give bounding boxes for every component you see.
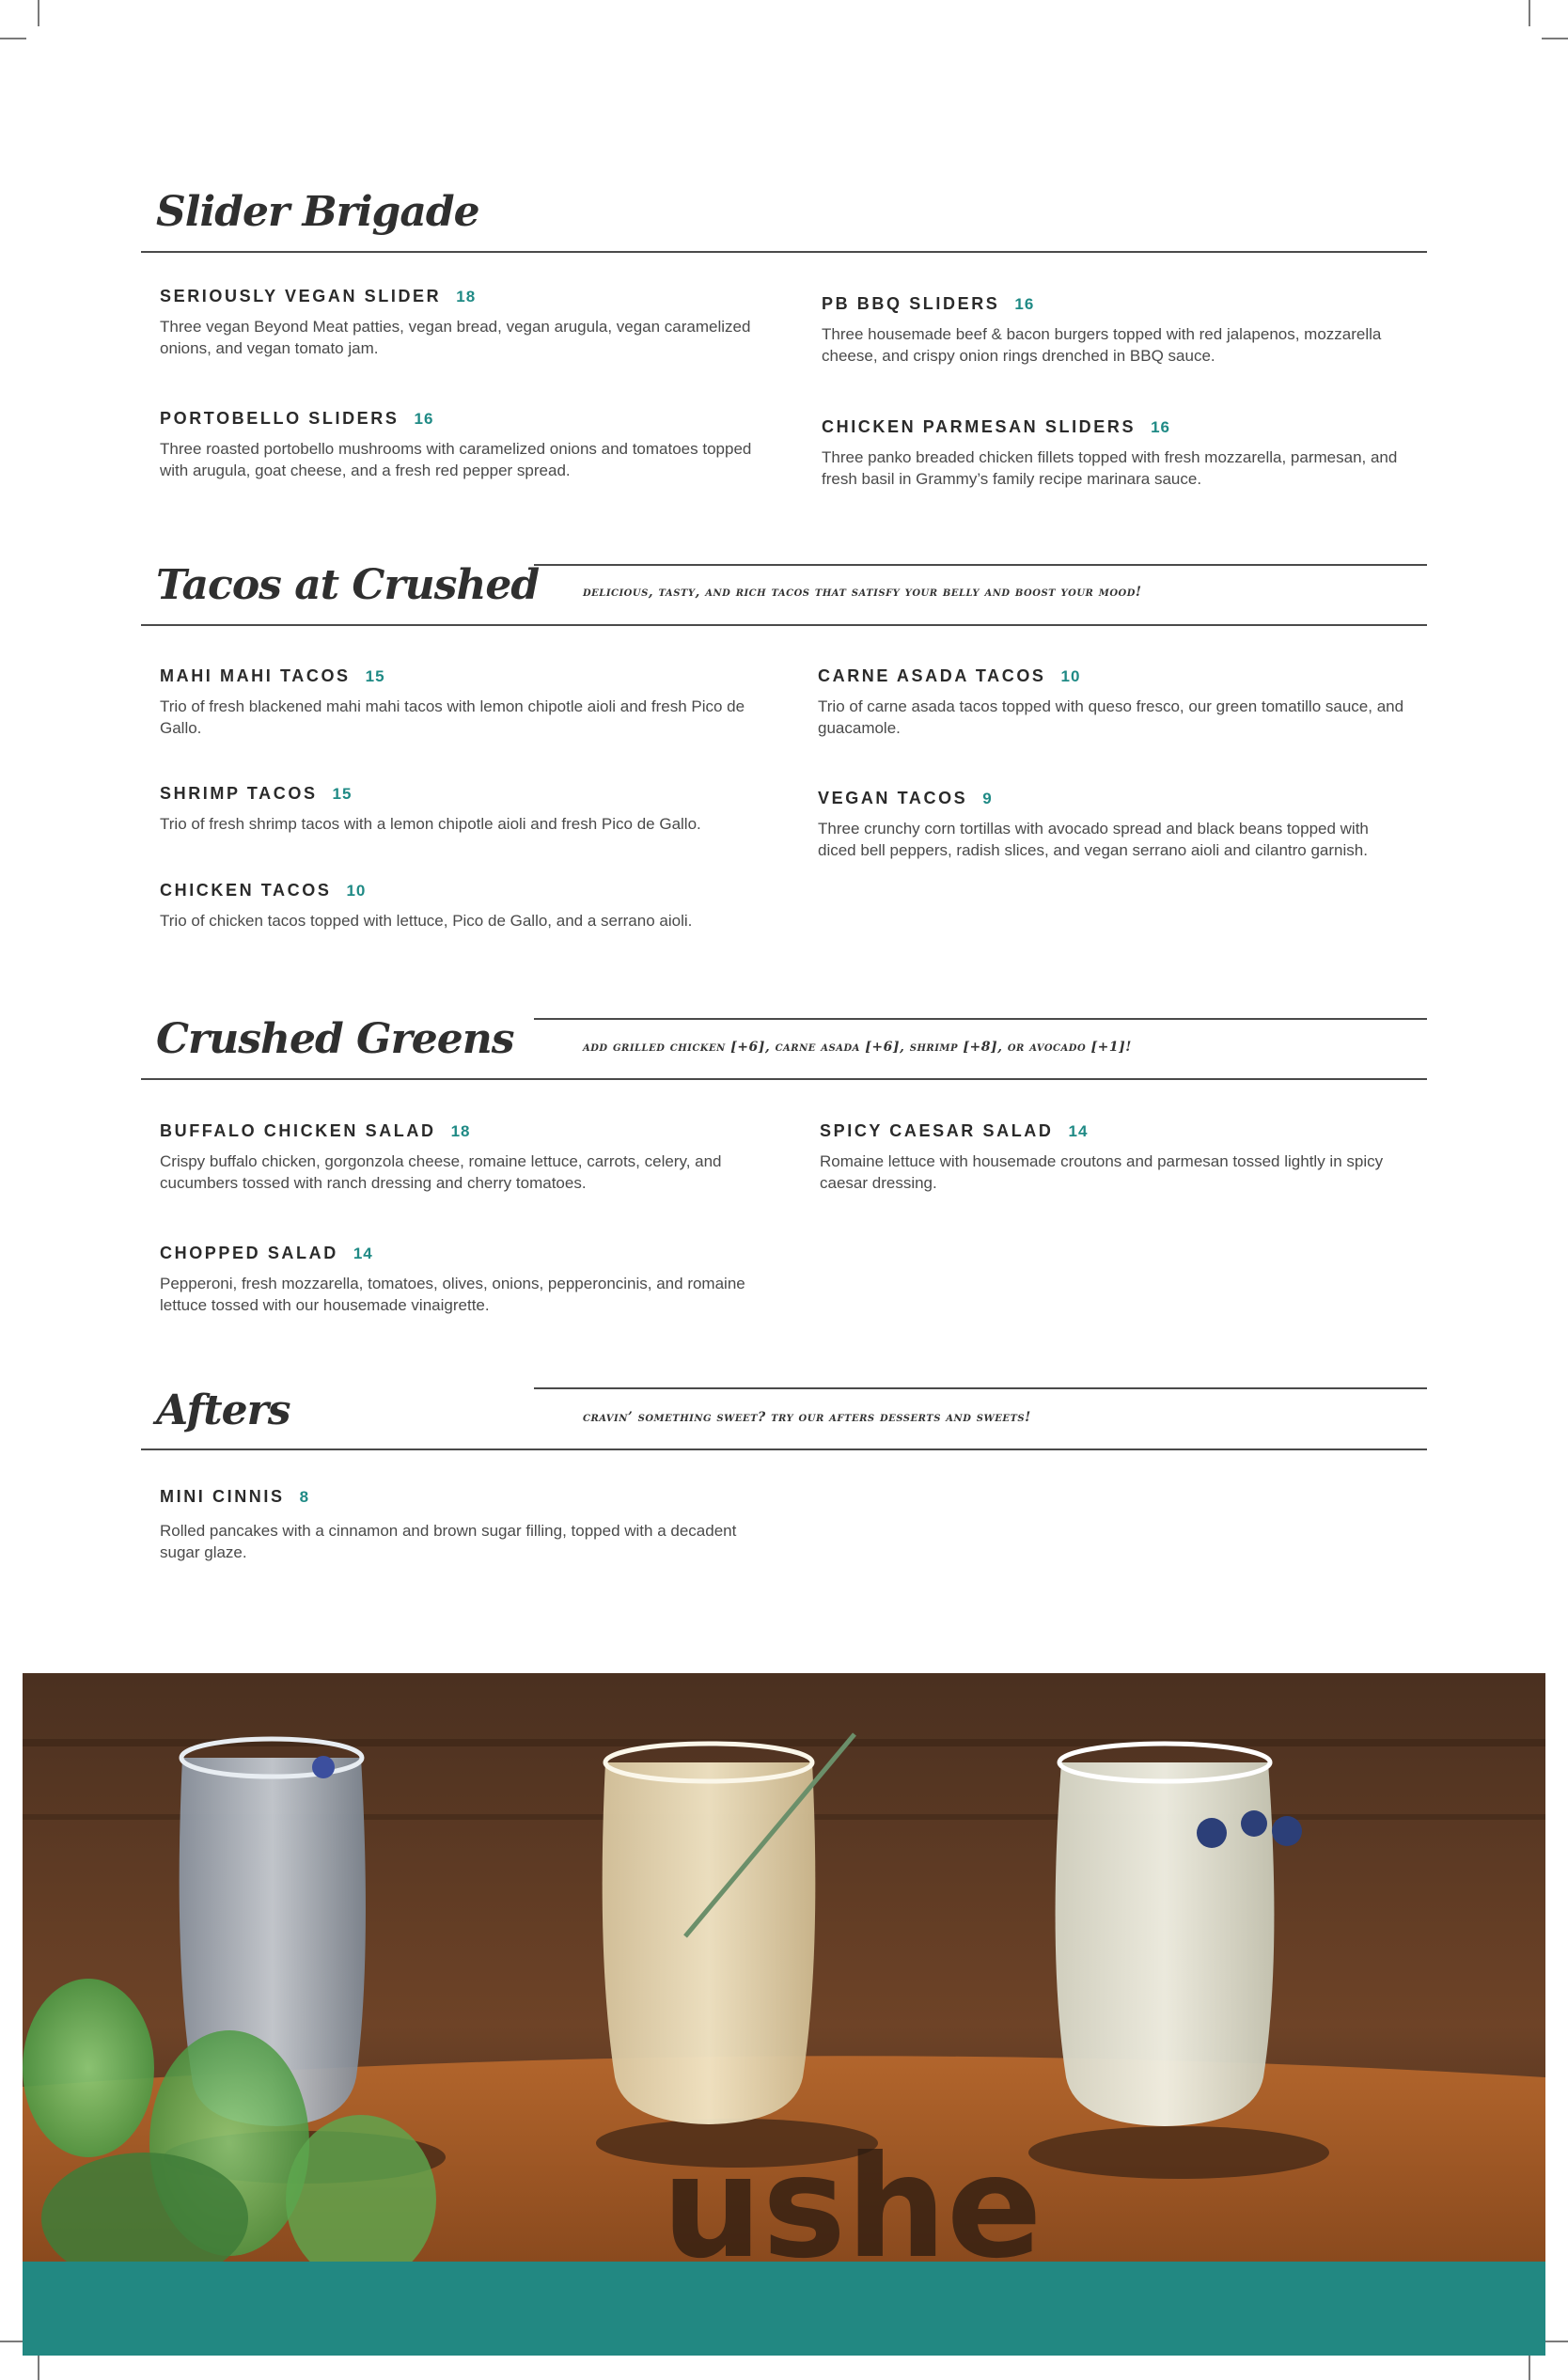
item-name: SERIOUSLY VEGAN SLIDER bbox=[160, 287, 442, 305]
crop-mark-top-right-h bbox=[1542, 38, 1568, 39]
crop-mark-bottom-right-v bbox=[1529, 2354, 1530, 2380]
item-price: 18 bbox=[450, 1122, 471, 1140]
item-price: 10 bbox=[346, 882, 367, 900]
section-tagline: delicious, tasty, and rich tacos that satisfy your belly and boost your mood! bbox=[583, 585, 1142, 600]
crop-mark-bottom-right-h bbox=[1542, 2341, 1568, 2342]
item-name: BUFFALO CHICKEN SALAD bbox=[160, 1121, 436, 1140]
item-description: Three panko breaded chicken fillets topped with fresh mozzarella, parmesan, and fresh basil in Grammy’s family recipe marinara sauce. bbox=[822, 448, 1398, 488]
section-title-tacos: Tacos at Crushed bbox=[156, 561, 540, 609]
item-description: Trio of chicken tacos topped with lettuce, Pico de Gallo, and a serrano aioli. bbox=[160, 912, 693, 930]
section-rule bbox=[141, 1448, 1427, 1450]
menu-item bbox=[160, 287, 752, 359]
item-description: Pepperoni, fresh mozzarella, tomatoes, olives, onions, pepperoncinis, and romaine lettuce tossed with our housemade vinaigrette. bbox=[160, 1275, 745, 1314]
item-price: 14 bbox=[353, 1245, 373, 1262]
item-price: 10 bbox=[1060, 667, 1081, 685]
section-title-sliders: Slider Brigade bbox=[156, 188, 479, 236]
menu-item bbox=[160, 666, 752, 739]
item-description: Trio of fresh shrimp tacos with a lemon chipotle aioli and fresh Pico de Gallo. bbox=[160, 815, 701, 833]
crop-mark-top-left-v bbox=[38, 0, 39, 26]
item-description: Crispy buffalo chicken, gorgonzola cheese, romaine lettuce, carrots, celery, and cucumbers tossed with ranch dressing and cherry tomatoes. bbox=[160, 1152, 722, 1192]
item-price: 14 bbox=[1068, 1122, 1089, 1140]
item-name: PORTOBELLO SLIDERS bbox=[160, 409, 400, 428]
drinks-photo-illustration bbox=[23, 1673, 1545, 2262]
menu-item bbox=[822, 417, 1414, 490]
item-price: 16 bbox=[1151, 418, 1171, 436]
section-rule bbox=[141, 1078, 1427, 1080]
menu-item bbox=[818, 789, 1410, 861]
item-name: CHICKEN PARMESAN SLIDERS bbox=[822, 417, 1137, 436]
section-tagline: cravin’ something sweet? try our afters desserts and sweets! bbox=[583, 1410, 1031, 1425]
item-description: Rolled pancakes with a cinnamon and brown sugar filling, topped with a decadent sugar glaze. bbox=[160, 1522, 737, 1561]
item-description: Three vegan Beyond Meat patties, vegan bread, vegan arugula, vegan caramelized onions, and vegan tomato jam. bbox=[160, 318, 751, 357]
item-price: 18 bbox=[456, 288, 477, 305]
menu-item bbox=[820, 1121, 1412, 1194]
menu-item bbox=[818, 666, 1410, 739]
tagline-rule-top bbox=[534, 564, 1427, 566]
item-name: CARNE ASADA TACOS bbox=[818, 666, 1046, 685]
item-name: SHRIMP TACOS bbox=[160, 784, 318, 803]
menu-item bbox=[160, 784, 752, 835]
crop-mark-top-left-h bbox=[0, 38, 26, 39]
menu-item bbox=[160, 1244, 752, 1316]
drinks-photo bbox=[23, 1673, 1545, 2262]
item-description: Romaine lettuce with housemade croutons and parmesan tossed lightly in spicy caesar dressing. bbox=[820, 1152, 1384, 1192]
item-description: Three crunchy corn tortillas with avocado spread and black beans topped with diced bell peppers, radish slices, and vegan serrano aioli and cilantro garnish. bbox=[818, 820, 1369, 859]
footer-band bbox=[23, 2262, 1545, 2356]
menu-item bbox=[160, 881, 752, 932]
item-price: 9 bbox=[982, 790, 993, 807]
item-name: MINI CINNIS bbox=[160, 1487, 285, 1506]
board-logo-text: ushe bbox=[662, 2126, 1043, 2262]
item-description: Trio of carne asada tacos topped with queso fresco, our green tomatillo sauce, and guacamole. bbox=[818, 697, 1404, 737]
section-title-greens: Crushed Greens bbox=[156, 1015, 514, 1063]
item-price: 8 bbox=[299, 1488, 310, 1506]
item-description: Three roasted portobello mushrooms with caramelized onions and tomatoes topped with arugula, goat cheese, and a fresh red pepper spread. bbox=[160, 440, 752, 479]
tagline-rule-top bbox=[534, 1387, 1427, 1389]
section-tagline: add grilled chicken [+6], carne asada [+6], shrimp [+8], or avocado [+1]! bbox=[583, 1040, 1132, 1055]
item-description: Trio of fresh blackened mahi mahi tacos with lemon chipotle aioli and fresh Pico de Gallo. bbox=[160, 697, 745, 737]
menu-item bbox=[160, 1121, 752, 1194]
section-rule bbox=[141, 624, 1427, 626]
menu-item bbox=[822, 294, 1414, 367]
menu-item bbox=[160, 1487, 752, 1563]
crop-mark-top-right-v bbox=[1529, 0, 1530, 26]
item-price: 15 bbox=[365, 667, 385, 685]
item-name: CHOPPED SALAD bbox=[160, 1244, 338, 1262]
item-price: 16 bbox=[414, 410, 434, 428]
item-name: SPICY CAESAR SALAD bbox=[820, 1121, 1054, 1140]
item-name: CHICKEN TACOS bbox=[160, 881, 332, 900]
item-name: PB BBQ SLIDERS bbox=[822, 294, 1000, 313]
item-name: MAHI MAHI TACOS bbox=[160, 666, 351, 685]
item-description: Three housemade beef & bacon burgers topped with red jalapenos, mozzarella cheese, and crispy onion rings drenched in BBQ sauce. bbox=[822, 325, 1382, 365]
item-price: 15 bbox=[332, 785, 353, 803]
item-name: VEGAN TACOS bbox=[818, 789, 968, 807]
crop-mark-bottom-left-v bbox=[38, 2354, 39, 2380]
item-price: 16 bbox=[1014, 295, 1035, 313]
menu-item bbox=[160, 409, 752, 481]
section-title-afters: Afters bbox=[156, 1386, 290, 1434]
tagline-rule-top bbox=[534, 1018, 1427, 1020]
section-rule bbox=[141, 251, 1427, 253]
